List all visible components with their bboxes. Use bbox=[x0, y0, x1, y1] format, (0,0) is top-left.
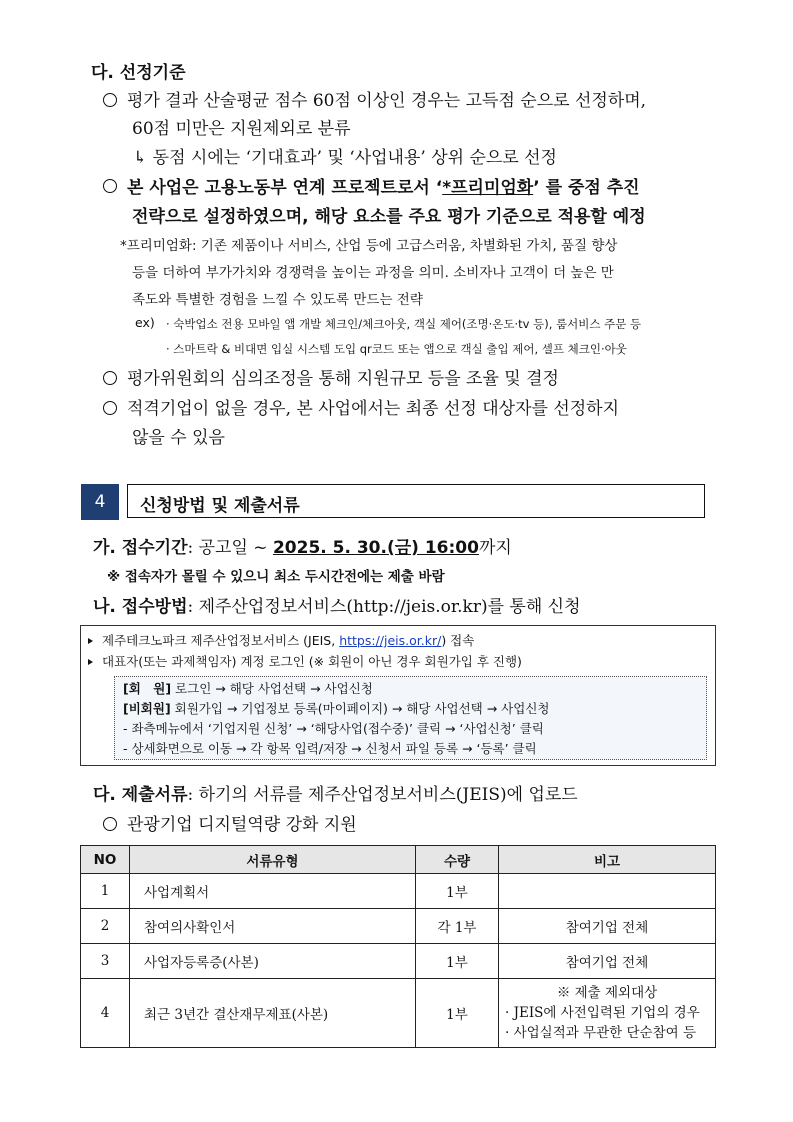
cell-type: 최근 3년간 결산재무제표(사본) bbox=[130, 979, 416, 1048]
program-name: 관광기업 디지털역량 강화 지원 bbox=[103, 810, 357, 835]
circle-bullet-icon bbox=[103, 401, 117, 415]
cell-no: 2 bbox=[81, 909, 130, 944]
premium-definition-line-2: 등을 더하여 부가가치와 경쟁력을 높이는 과정을 의미. 소비자나 고객이 더 높은 만 bbox=[132, 265, 614, 281]
cell-qty: 1부 bbox=[416, 979, 499, 1048]
premium-definition-line-1: *프리미엄화: 기존 제품이나 서비스, 산업 등에 고급스러움, 차별화된 가치, 품질 향상 bbox=[120, 238, 618, 254]
method-step-2: 대표자(또는 과제책임자) 계정 로그인 (※ 회원이 아닌 경우 회원가입 후 진행) bbox=[88, 652, 522, 670]
documents-table bbox=[80, 845, 716, 1048]
circle-bullet-icon bbox=[103, 179, 117, 193]
member-steps: [회 원] 로그인 → 해당 사업선택 → 사업신청 bbox=[123, 681, 373, 696]
criteria-bullet-1: 평가 결과 산술평균 점수 60점 이상인 경우는 고득점 순으로 선정하며, bbox=[103, 86, 646, 111]
application-method: 나. 접수방법: 제주산업정보서비스(http://jeis.or.kr)를 통해 신청 bbox=[93, 597, 581, 617]
criteria-bullet-2-cont: 전략으로 설정하였으며, 해당 요소를 주요 평가 기준으로 적용할 예정 bbox=[132, 207, 646, 227]
menu-steps: - 좌측메뉴에서 ‘기업지원 신청’ → ‘해당사업(접수중)’ 클릭 → ‘사업신청’ 클릭 bbox=[123, 721, 544, 736]
tie-break-note: ↳ 동점 시에는 ‘기대효과’ 및 ‘사업내용’ 상위 순으로 선정 bbox=[133, 148, 557, 168]
example-2: · 스마트락 & 비대면 입실 시스템 도입 qr코드 또는 앱으로 객실 출입 제어, 셀프 체크인·아웃 bbox=[166, 342, 627, 356]
triangle-bullet-icon bbox=[88, 638, 93, 644]
criteria-bullet-4-cont: 않을 수 있음 bbox=[132, 428, 225, 448]
method-step-1: 제주테크노파크 제주산업정보서비스 (JEIS, https://jeis.or.kr/) 접속 bbox=[88, 631, 474, 649]
table-row bbox=[81, 874, 716, 909]
table-row bbox=[81, 909, 716, 944]
cell-type: 사업계획서 bbox=[130, 874, 416, 909]
header-qty: 수량 bbox=[416, 846, 499, 874]
circle-bullet-icon bbox=[103, 817, 117, 831]
example-label: ex) bbox=[135, 315, 155, 330]
criteria-bullet-3: 평가위원회의 심의조정을 통해 지원규모 등을 조율 및 결정 bbox=[103, 364, 559, 389]
circle-bullet-icon bbox=[103, 371, 117, 385]
triangle-bullet-icon bbox=[88, 659, 93, 665]
cell-qty: 1부 bbox=[416, 944, 499, 979]
premium-definition-line-3: 족도와 특별한 경험을 느낄 수 있도록 만드는 전략 bbox=[132, 292, 423, 308]
header-type: 서류유형 bbox=[130, 846, 416, 874]
section-number: 4 bbox=[81, 484, 119, 520]
cell-note: 참여기업 전체 bbox=[499, 909, 716, 944]
detail-steps: - 상세화면으로 이동 → 각 항목 입력/저장 → 신청서 파일 등록 → ‘등록’ 클릭 bbox=[123, 741, 537, 756]
selection-criteria-heading: 다. 선정기준 bbox=[91, 63, 186, 83]
table-row bbox=[81, 979, 716, 1048]
criteria-bullet-2: 본 사업은 고용노동부 연계 프로젝트로서 ‘*프리미엄화’ 를 중점 추진 bbox=[103, 173, 640, 198]
example-1: · 숙박업소 전용 모바일 앱 개발 체크인/체크아웃, 객실 제어(조명·온도·tv 등), 룸서비스 주문 등 bbox=[166, 317, 642, 331]
cell-note bbox=[499, 874, 716, 909]
deadline-warning: ※ 접속자가 몰릴 수 있으니 최소 두시간전에는 제출 바람 bbox=[107, 569, 445, 585]
cell-qty: 1부 bbox=[416, 874, 499, 909]
note-exemption-1: · JEIS에 사전입력된 기업의 경우 bbox=[505, 1005, 700, 1021]
cell-type: 사업자등록증(사본) bbox=[130, 944, 416, 979]
header-no: NO bbox=[81, 846, 130, 874]
cell-no: 1 bbox=[81, 874, 130, 909]
cell-no: 3 bbox=[81, 944, 130, 979]
cell-type: 참여의사확인서 bbox=[130, 909, 416, 944]
cell-note bbox=[499, 979, 716, 1048]
application-period: 가. 접수기간: 공고일 ~ 2025. 5. 30.(금) 16:00까지 bbox=[93, 538, 512, 558]
cell-note: 참여기업 전체 bbox=[499, 944, 716, 979]
section-title-box bbox=[127, 484, 705, 518]
header-note: 비고 bbox=[499, 846, 716, 874]
table-header-row bbox=[81, 846, 716, 874]
cell-no: 4 bbox=[81, 979, 130, 1048]
circle-bullet-icon bbox=[103, 93, 117, 107]
criteria-bullet-4: 적격기업이 없을 경우, 본 사업에서는 최종 선정 대상자를 선정하지 bbox=[103, 394, 619, 419]
note-exemption-2: · 사업실적과 무관한 단순참여 등 bbox=[505, 1025, 696, 1041]
criteria-bullet-1-cont: 60점 미만은 지원제외로 분류 bbox=[132, 119, 351, 139]
deadline-date: 2025. 5. 30.(금) 16:00 bbox=[272, 538, 479, 558]
non-member-steps: [비회원] 회원가입 → 기업정보 등록(마이페이지) → 해당 사업선택 → 사업신청 bbox=[123, 701, 550, 716]
submission-docs: 다. 제출서류: 하기의 서류를 제주산업정보서비스(JEIS)에 업로드 bbox=[93, 785, 578, 805]
note-exemption-title: ※ 제출 제외대상 bbox=[556, 985, 658, 1001]
section-title: 신청방법 및 제출서류 bbox=[140, 496, 300, 516]
table-row bbox=[81, 944, 716, 979]
premium-term: *프리미엄화 bbox=[442, 178, 534, 198]
cell-qty: 각 1부 bbox=[416, 909, 499, 944]
jeis-link[interactable]: https://jeis.or.kr/ bbox=[339, 633, 442, 648]
